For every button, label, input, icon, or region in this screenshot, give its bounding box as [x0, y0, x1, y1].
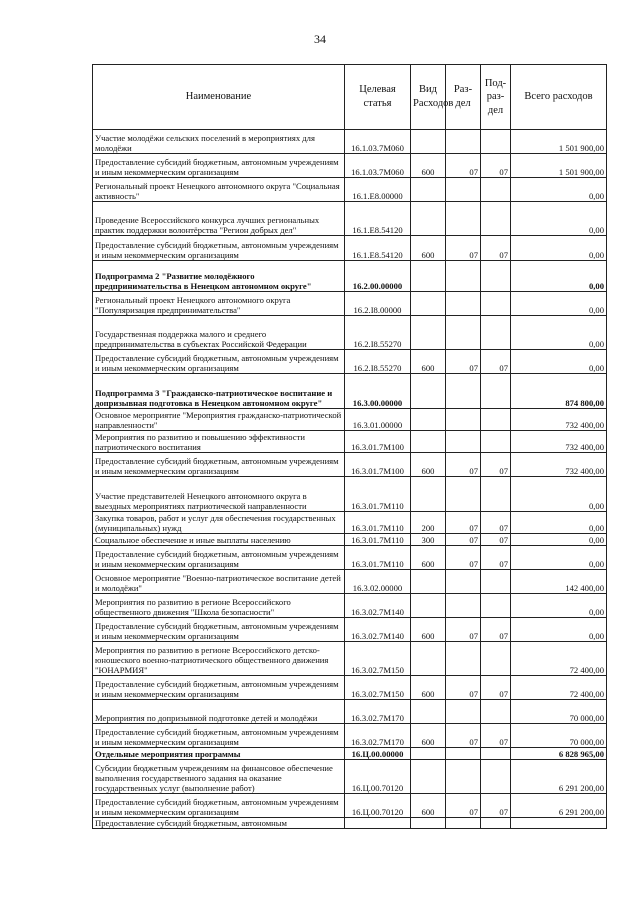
row-total: 0,00 [511, 292, 607, 316]
row-name: Подпрограмма 2 "Развитие молодёжного предпринимательства в Ненецком автономном округе" [93, 261, 345, 292]
row-section [446, 374, 481, 409]
row-total: 70 000,00 [511, 700, 607, 724]
row-name: Предоставление субсидий бюджетным, автономным учреждениям и иным некоммерческим организациям [93, 453, 345, 477]
row-section [446, 261, 481, 292]
row-subsection [481, 431, 511, 453]
row-subsection: 07 [481, 676, 511, 700]
table-row [93, 570, 607, 594]
row-expense-kind: 600 [411, 350, 446, 374]
row-name: Подпрограмма 3 "Гражданско-патриотическое воспитание и допризывная подготовка в Ненецком автономном округе" [93, 374, 345, 409]
row-expense-kind: 600 [411, 154, 446, 178]
row-name: Предоставление субсидий бюджетным, автономным учреждениям и иным некоммерческим организациям [93, 676, 345, 700]
row-section [446, 130, 481, 154]
row-subsection [481, 178, 511, 202]
table-row [93, 700, 607, 724]
row-subsection [481, 700, 511, 724]
header-name: Наименование [93, 65, 345, 130]
table-row [93, 618, 607, 642]
row-name: Участие молодёжи сельских поселений в мероприятиях для молодёжи [93, 130, 345, 154]
row-section: 07 [446, 794, 481, 818]
row-expense-kind [411, 477, 446, 512]
row-total: 0,00 [511, 618, 607, 642]
budget-table [92, 64, 607, 829]
table-row [93, 261, 607, 292]
row-name: Мероприятия по развитию и повышению эффективности патриотического воспитания [93, 431, 345, 453]
row-section: 07 [446, 724, 481, 748]
row-target-code: 16.Ц.00.70120 [345, 760, 411, 794]
table-row [93, 202, 607, 236]
row-section: 07 [446, 546, 481, 570]
row-target-code: 16.3.01.7М110 [345, 512, 411, 534]
row-subsection [481, 202, 511, 236]
table-row [93, 453, 607, 477]
row-expense-kind [411, 748, 446, 760]
row-expense-kind: 600 [411, 453, 446, 477]
row-expense-kind [411, 178, 446, 202]
row-target-code: 16.3.02.7М140 [345, 594, 411, 618]
row-target-code: 16.3.02.7М170 [345, 724, 411, 748]
row-name: Предоставление субсидий бюджетным, автономным учреждениям и иным некоммерческим организациям [93, 618, 345, 642]
table-row [93, 236, 607, 261]
row-expense-kind: 600 [411, 676, 446, 700]
row-target-code: 16.1.03.7М060 [345, 154, 411, 178]
table-header-row [93, 65, 607, 130]
row-expense-kind [411, 431, 446, 453]
row-section: 07 [446, 154, 481, 178]
row-expense-kind: 600 [411, 546, 446, 570]
table-row [93, 546, 607, 570]
row-name: Предоставление субсидий бюджетным, автономным учреждениям и иным некоммерческим организациям [93, 154, 345, 178]
row-total: 72 400,00 [511, 676, 607, 700]
table-row [93, 409, 607, 431]
row-expense-kind [411, 292, 446, 316]
row-subsection [481, 477, 511, 512]
row-section [446, 642, 481, 676]
row-name: Предоставление субсидий бюджетным, автономным учреждениям и иным некоммерческим организациям [93, 794, 345, 818]
row-expense-kind: 600 [411, 236, 446, 261]
row-name: Основное мероприятие "Мероприятия гражданско-патриотической направленности" [93, 409, 345, 431]
row-name: Закупка товаров, работ и услуг для обеспечения государственных (муниципальных) нужд [93, 512, 345, 534]
row-subsection: 07 [481, 154, 511, 178]
row-section [446, 292, 481, 316]
row-section: 07 [446, 236, 481, 261]
row-section [446, 202, 481, 236]
row-subsection: 07 [481, 512, 511, 534]
row-total: 70 000,00 [511, 724, 607, 748]
table-row [93, 154, 607, 178]
row-total: 0,00 [511, 534, 607, 546]
row-name: Отдельные мероприятия программы [93, 748, 345, 760]
row-total [511, 818, 607, 829]
row-section [446, 760, 481, 794]
row-target-code: 16.3.02.00000 [345, 570, 411, 594]
row-total: 0,00 [511, 477, 607, 512]
row-section [446, 700, 481, 724]
row-total: 0,00 [511, 546, 607, 570]
row-total: 1 501 900,00 [511, 130, 607, 154]
row-total: 0,00 [511, 594, 607, 618]
row-name: Предоставление субсидий бюджетным, автономным учреждениям и иным некоммерческим организациям [93, 350, 345, 374]
header-expense-kind: Вид Расходов [411, 65, 446, 130]
row-subsection: 07 [481, 546, 511, 570]
row-name: Участие представителей Ненецкого автономного округа в выездных мероприятиях патриотической направленности [93, 477, 345, 512]
table-row [93, 724, 607, 748]
row-name: Социальное обеспечение и иные выплаты населению [93, 534, 345, 546]
row-expense-kind [411, 409, 446, 431]
row-section [446, 818, 481, 829]
row-section: 07 [446, 453, 481, 477]
row-target-code: 16.1.Е8.54120 [345, 236, 411, 261]
row-target-code: 16.3.01.7М100 [345, 453, 411, 477]
row-total: 142 400,00 [511, 570, 607, 594]
row-section [446, 316, 481, 350]
row-target-code: 16.3.01.00000 [345, 409, 411, 431]
row-target-code: 16.3.01.7М110 [345, 477, 411, 512]
row-subsection: 07 [481, 724, 511, 748]
row-section: 07 [446, 512, 481, 534]
row-expense-kind [411, 594, 446, 618]
row-expense-kind [411, 261, 446, 292]
header-section: Раз-дел [446, 65, 481, 130]
row-subsection: 07 [481, 453, 511, 477]
row-expense-kind: 600 [411, 618, 446, 642]
row-name: Региональный проект Ненецкого автономного округа "Социальная активность" [93, 178, 345, 202]
table-row [93, 477, 607, 512]
row-section [446, 431, 481, 453]
row-name: Мероприятия по развитию в регионе Всероссийского детско-юношеского военно-патриотического общественного движения "ЮНАРМИЯ" [93, 642, 345, 676]
row-target-code: 16.2.I8.55270 [345, 316, 411, 350]
table-row [93, 676, 607, 700]
row-total: 0,00 [511, 261, 607, 292]
row-expense-kind [411, 130, 446, 154]
row-subsection [481, 261, 511, 292]
row-expense-kind [411, 316, 446, 350]
row-total: 874 800,00 [511, 374, 607, 409]
row-name: Субсидии бюджетным учреждениям на финансовое обеспечение выполнения государственного задания на оказание государственных услуг (выполнение работ) [93, 760, 345, 794]
row-section [446, 748, 481, 760]
table-row [93, 178, 607, 202]
row-total: 0,00 [511, 178, 607, 202]
table-row [93, 818, 607, 829]
row-total: 1 501 900,00 [511, 154, 607, 178]
row-subsection [481, 130, 511, 154]
row-expense-kind [411, 760, 446, 794]
row-name: Предоставление субсидий бюджетным, автономным учреждениям и иным некоммерческим организациям [93, 236, 345, 261]
row-subsection [481, 292, 511, 316]
row-target-code: 16.Ц.00.00000 [345, 748, 411, 760]
row-section: 07 [446, 676, 481, 700]
row-section: 07 [446, 534, 481, 546]
row-target-code: 16.3.01.7М100 [345, 431, 411, 453]
row-subsection: 07 [481, 794, 511, 818]
row-total: 0,00 [511, 316, 607, 350]
row-total: 6 291 200,00 [511, 760, 607, 794]
row-expense-kind: 300 [411, 534, 446, 546]
table-row [93, 374, 607, 409]
row-target-code: 16.2.I8.00000 [345, 292, 411, 316]
row-target-code: 16.1.Е8.54120 [345, 202, 411, 236]
table-row [93, 130, 607, 154]
row-expense-kind [411, 642, 446, 676]
row-target-code: 16.3.02.7М150 [345, 642, 411, 676]
row-expense-kind: 600 [411, 724, 446, 748]
row-subsection: 07 [481, 618, 511, 642]
row-section: 07 [446, 618, 481, 642]
row-expense-kind: 200 [411, 512, 446, 534]
row-name: Основное мероприятие "Военно-патриотическое воспитание детей и молодёжи" [93, 570, 345, 594]
row-total: 0,00 [511, 236, 607, 261]
row-section: 07 [446, 350, 481, 374]
row-subsection: 07 [481, 350, 511, 374]
row-subsection [481, 594, 511, 618]
row-expense-kind [411, 570, 446, 594]
row-name: Предоставление субсидий бюджетным, автономным учреждениям и иным некоммерческим организациям [93, 546, 345, 570]
row-total: 0,00 [511, 512, 607, 534]
table-row [93, 534, 607, 546]
row-subsection [481, 642, 511, 676]
row-total: 732 400,00 [511, 431, 607, 453]
row-total: 732 400,00 [511, 453, 607, 477]
table-row [93, 748, 607, 760]
table-row [93, 316, 607, 350]
row-expense-kind [411, 202, 446, 236]
row-subsection [481, 760, 511, 794]
row-target-code: 16.1.03.7М060 [345, 130, 411, 154]
row-total: 6 828 965,00 [511, 748, 607, 760]
row-subsection [481, 748, 511, 760]
row-expense-kind [411, 700, 446, 724]
row-target-code: 16.3.00.00000 [345, 374, 411, 409]
row-section [446, 477, 481, 512]
header-target-article: Целевая статья [345, 65, 411, 130]
row-section [446, 178, 481, 202]
row-expense-kind: 600 [411, 794, 446, 818]
row-subsection [481, 374, 511, 409]
row-section [446, 570, 481, 594]
row-total: 0,00 [511, 202, 607, 236]
row-name: Проведение Всероссийского конкурса лучших региональных практик поддержки волонтёрства "Регион добрых дел" [93, 202, 345, 236]
row-target-code: 16.3.02.7М150 [345, 676, 411, 700]
row-target-code: 16.Ц.00.70120 [345, 794, 411, 818]
row-target-code: 16.1.Е8.00000 [345, 178, 411, 202]
row-subsection: 07 [481, 534, 511, 546]
row-target-code: 16.2.00.00000 [345, 261, 411, 292]
row-target-code: 16.3.02.7М170 [345, 700, 411, 724]
table-row [93, 292, 607, 316]
row-name: Региональный проект Ненецкого автономного округа "Популяризация предпринимательства" [93, 292, 345, 316]
table-row [93, 350, 607, 374]
row-subsection [481, 570, 511, 594]
row-name: Мероприятия по развитию в регионе Всероссийского общественного движения "Школа безопасности" [93, 594, 345, 618]
row-section [446, 594, 481, 618]
table-row [93, 760, 607, 794]
row-target-code: 16.3.01.7М110 [345, 546, 411, 570]
row-target-code: 16.3.02.7М140 [345, 618, 411, 642]
table-row [93, 594, 607, 618]
page-number: 34 [314, 32, 326, 46]
table-row [93, 431, 607, 453]
row-name: Предоставление субсидий бюджетным, автономным [93, 818, 345, 829]
row-name: Государственная поддержка малого и среднего предпринимательства в субъектах Российской Федерации [93, 316, 345, 350]
row-expense-kind [411, 374, 446, 409]
row-target-code [345, 818, 411, 829]
row-total: 0,00 [511, 350, 607, 374]
row-total: 72 400,00 [511, 642, 607, 676]
row-name: Мероприятия по допризывной подготовке детей и молодёжи [93, 700, 345, 724]
row-expense-kind [411, 818, 446, 829]
header-subsection: Под-раз-дел [481, 65, 511, 130]
row-total: 732 400,00 [511, 409, 607, 431]
row-subsection [481, 316, 511, 350]
row-subsection [481, 818, 511, 829]
table-row [93, 642, 607, 676]
header-total: Всего расходов [511, 65, 607, 130]
row-subsection [481, 409, 511, 431]
row-subsection: 07 [481, 236, 511, 261]
row-total: 6 291 200,00 [511, 794, 607, 818]
table-row [93, 512, 607, 534]
row-name: Предоставление субсидий бюджетным, автономным учреждениям и иным некоммерческим организациям [93, 724, 345, 748]
row-target-code: 16.2.I8.55270 [345, 350, 411, 374]
table-row [93, 794, 607, 818]
row-section [446, 409, 481, 431]
row-target-code: 16.3.01.7М110 [345, 534, 411, 546]
